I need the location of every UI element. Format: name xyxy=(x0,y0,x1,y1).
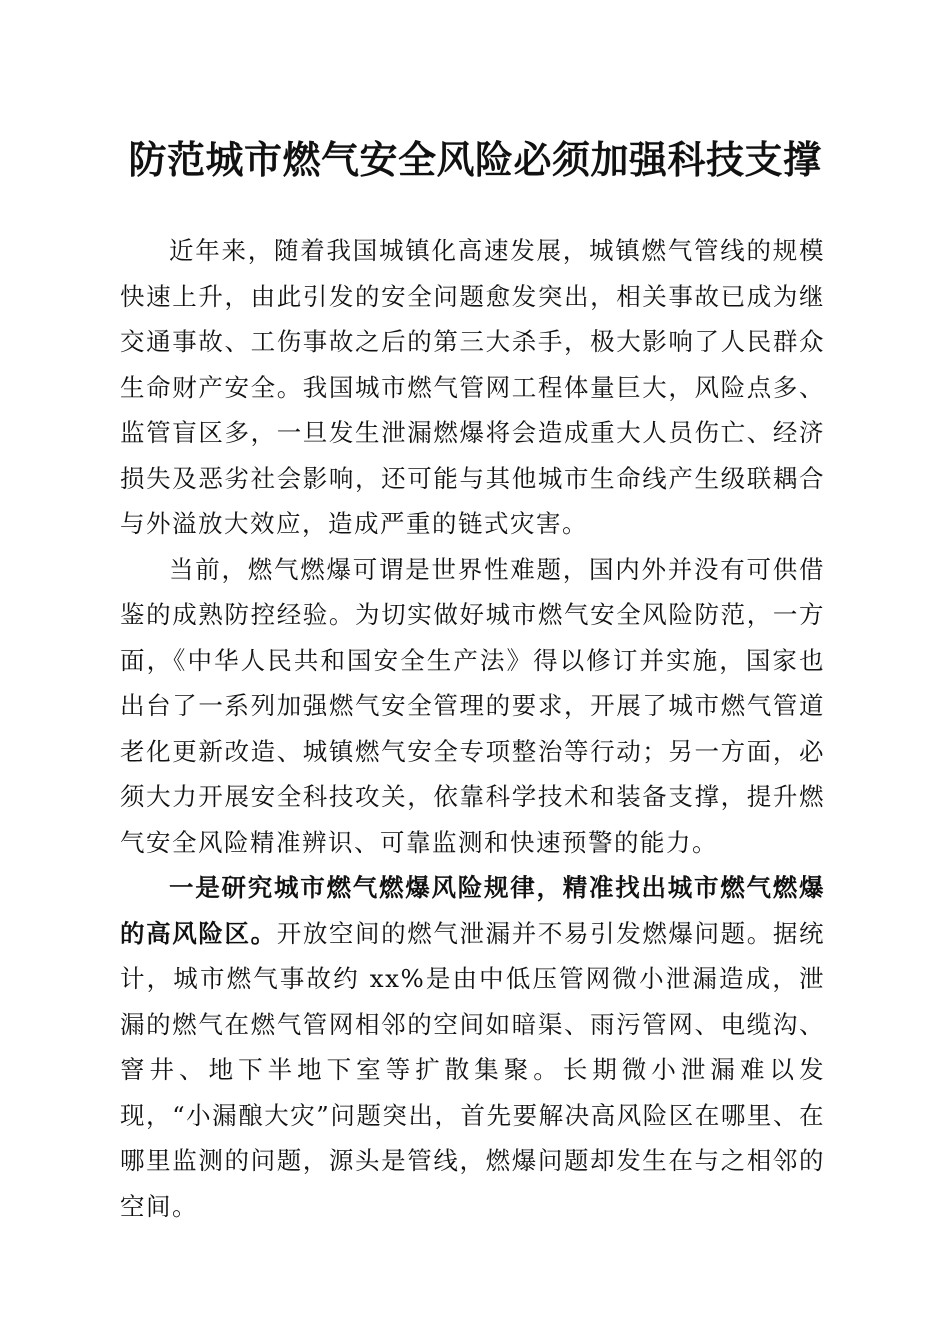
paragraph-current-situation-text: 当前，燃气燃爆可谓是世界性难题，国内外并没有可供借鉴的成熟防控经验。为切实做好城市燃气安全风险防范，一方面，《中华人民共和国安全生产法》得以修订并实施，国家也出台了一系列加强燃气安全管理的要求，开展了城市燃气管道老化更新改造、城镇燃气安全专项整治等行动；另一方面，必须大力开展安全科技攻关，依靠科学技术和装备支撑，提升燃气安全风险精准辨识、可靠监测和快速预警的能力。 xyxy=(120,554,825,857)
paragraph-point-one xyxy=(120,865,825,1229)
paragraph-point-one-lead: 一是研究城市燃气燃爆风险规律，精准找出城市燃气燃爆的高风险区。 xyxy=(120,873,825,948)
paragraph-current-situation xyxy=(120,547,825,866)
paragraph-intro-text: 近年来，随着我国城镇化高速发展，城镇燃气管线的规模快速上升，由此引发的安全问题愈发突出，相关事故已成为继交通事故、工伤事故之后的第三大杀手，极大影响了人民群众生命财产安全。我国城市燃气管网工程体量巨大，风险点多、监管盲区多，一旦发生泄漏燃爆将会造成重大人员伤亡、经济损失及恶劣社会影响，还可能与其他城市生命线产生级联耦合与外溢放大效应，造成严重的链式灾害。 xyxy=(120,236,825,538)
document-body xyxy=(120,228,825,1229)
paragraph-intro xyxy=(120,228,825,547)
document-title: 防范城市燃气安全风险必须加强科技支撑 xyxy=(128,137,822,182)
paragraph-point-one-text: 开放空间的燃气泄漏并不易引发燃爆问题。据统计，城市燃气事故约 xx%是由中低压管网微小泄漏造成，泄漏的燃气在燃气管网相邻的空间如暗渠、雨污管网、电缆沟、窨井、地下半地下室等扩散集聚。长期微小泄漏难以发现，“小漏酿大灾”问题突出，首先要解决高风险区在哪里、在哪里监测的问题，源头是管线，燃爆问题却发生在与之相邻的空间。 xyxy=(120,918,826,1221)
